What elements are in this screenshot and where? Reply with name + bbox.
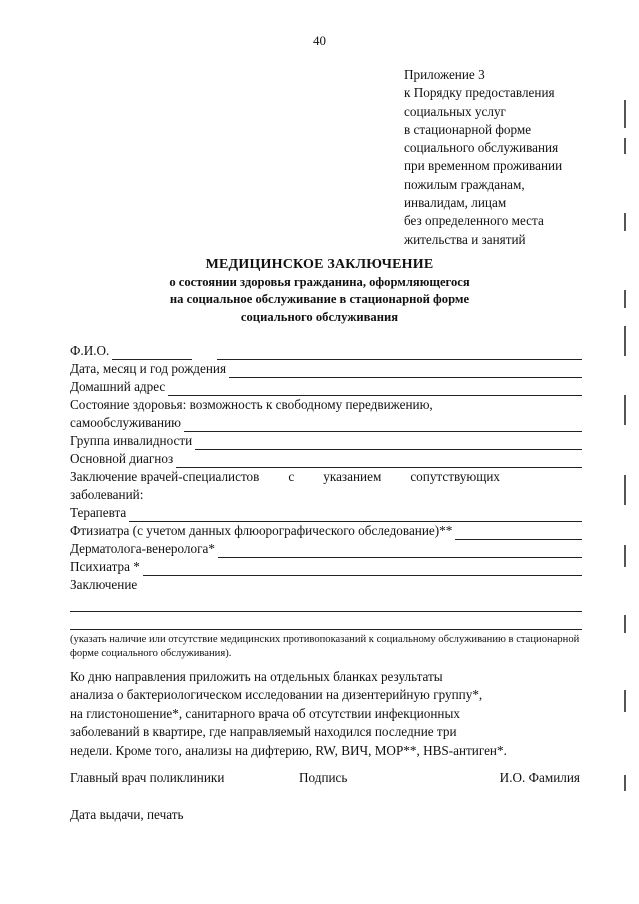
diagnosis-row xyxy=(70,450,582,468)
fio-row xyxy=(70,342,582,360)
scan-margin-mark xyxy=(624,545,626,567)
phthisiatrician-label: Фтизиатра (с учетом данных флюорографического обследование)** xyxy=(70,523,453,538)
birth-date-row xyxy=(70,360,582,378)
diseases-row xyxy=(70,486,582,504)
conclusion-row xyxy=(70,576,582,594)
therapist-label: Терапевта xyxy=(70,505,127,520)
appendix-line: жительства и занятий xyxy=(404,231,526,247)
phthisiatrician-row xyxy=(70,522,582,540)
name-label: И.О. Фамилия xyxy=(499,770,580,785)
specialists-word: Заключение врачей-специалистов xyxy=(70,469,260,484)
scan-margin-mark xyxy=(624,615,626,633)
appendix-line: к Порядку предоставления xyxy=(404,85,555,101)
document-title-block xyxy=(0,256,639,326)
self-care-label: самообслуживанию xyxy=(70,415,182,430)
instructions-line: анализа о бактериологическом исследовании на дизентерийную группу*, xyxy=(70,687,483,703)
document-title: МЕДИЦИНСКОЕ ЗАКЛЮЧЕНИЕ xyxy=(205,257,434,272)
conclusion-note: (указать наличие или отсутствие медицинских противопоказаний к социальному обслуживанию в стационарной форме социального обслуживания). xyxy=(70,634,580,659)
scan-margin-mark xyxy=(624,100,626,128)
disability-row xyxy=(70,432,582,450)
scan-margin-mark xyxy=(624,475,626,505)
address-row xyxy=(70,378,582,396)
scan-margin-mark xyxy=(624,395,626,425)
medical-form xyxy=(70,342,582,661)
date-issue-label: Дата выдачи, печать xyxy=(70,807,184,822)
conclusion-field[interactable] xyxy=(70,616,582,630)
instructions-line: Ко дню направления приложить на отдельных бланках результаты xyxy=(70,669,443,684)
psychiatrist-row xyxy=(70,558,582,576)
diagnosis-label: Основной диагноз xyxy=(70,451,174,466)
document-subtitle-line: о состоянии здоровья гражданина, оформляющегося xyxy=(169,274,470,289)
fio-field[interactable] xyxy=(217,346,582,360)
scan-margin-mark xyxy=(624,290,626,308)
appendix-line: в стационарной форме xyxy=(404,121,532,137)
signature-label: Подпись xyxy=(299,770,348,785)
fio-field-short[interactable] xyxy=(112,346,192,360)
document-subtitle-line: на социальное обслуживание в стационарной форме xyxy=(169,292,470,306)
scan-margin-mark xyxy=(624,775,626,791)
health-state-row xyxy=(70,396,582,414)
document-subtitle-line: социального обслуживания xyxy=(240,309,399,324)
appendix-line: инвалидам, лицам xyxy=(404,195,507,211)
conclusion-line-2 xyxy=(70,612,582,630)
diseases-label: заболеваний: xyxy=(70,487,144,502)
disability-field[interactable] xyxy=(195,436,582,450)
health-state-label: Состояние здоровья: возможность к свободному передвижению, xyxy=(70,397,433,412)
specialists-row xyxy=(70,468,500,486)
dermatologist-row xyxy=(70,540,582,558)
appendix-line: Приложение 3 xyxy=(404,67,485,82)
appendix-line: социального обслуживания xyxy=(404,140,559,156)
appendix-line: без определенного места xyxy=(404,213,544,229)
fio-label: Ф.И.О. xyxy=(70,343,110,358)
specialists-word: с xyxy=(288,469,295,484)
diagnosis-field[interactable] xyxy=(176,454,582,468)
specialists-word: указанием xyxy=(323,469,382,484)
appendix-line: пожилым гражданам, xyxy=(404,176,525,192)
instructions-line: заболеваний в квартире, где направляемый находился последние три xyxy=(70,724,457,740)
psychiatrist-field[interactable] xyxy=(143,562,582,576)
instructions-line: на глистоношение*, санитарного врача об отсутствии инфекционных xyxy=(70,705,460,721)
page-number: 40 xyxy=(313,33,326,48)
appendix-line: социальных услуг xyxy=(404,103,506,119)
birth-date-label: Дата, месяц и год рождения xyxy=(70,361,227,376)
chief-doctor-label: Главный врач поликлиники xyxy=(70,770,225,785)
self-care-field[interactable] xyxy=(184,418,582,432)
scan-margin-mark xyxy=(624,138,626,154)
conclusion-label: Заключение xyxy=(70,577,138,592)
birth-date-field[interactable] xyxy=(229,364,582,378)
therapist-row xyxy=(70,504,582,522)
address-field[interactable] xyxy=(168,382,582,396)
appendix-block xyxy=(404,66,604,249)
disability-label: Группа инвалидности xyxy=(70,433,193,448)
instructions-block xyxy=(70,668,600,760)
scan-margin-mark xyxy=(624,690,626,712)
signature-row xyxy=(70,769,580,787)
address-label: Домашний адрес xyxy=(70,379,166,394)
scan-margin-mark xyxy=(624,213,626,231)
appendix-line: при временном проживании xyxy=(404,158,563,174)
conclusion-field[interactable] xyxy=(70,598,582,612)
psychiatrist-label: Психиатра * xyxy=(70,559,140,574)
phthisiatrician-field[interactable] xyxy=(455,526,582,540)
dermatologist-field[interactable] xyxy=(218,544,582,558)
self-care-row xyxy=(70,414,582,432)
dermatologist-label: Дерматолога-венеролога* xyxy=(70,541,215,556)
scan-margin-mark xyxy=(624,326,626,356)
conclusion-line-1 xyxy=(70,594,582,612)
instructions-line: недели. Кроме того, анализы на дифтерию, RW, ВИЧ, МОР**, HBS-антиген*. xyxy=(70,742,507,758)
specialists-word: сопутствующих xyxy=(410,469,500,484)
therapist-field[interactable] xyxy=(129,508,582,522)
